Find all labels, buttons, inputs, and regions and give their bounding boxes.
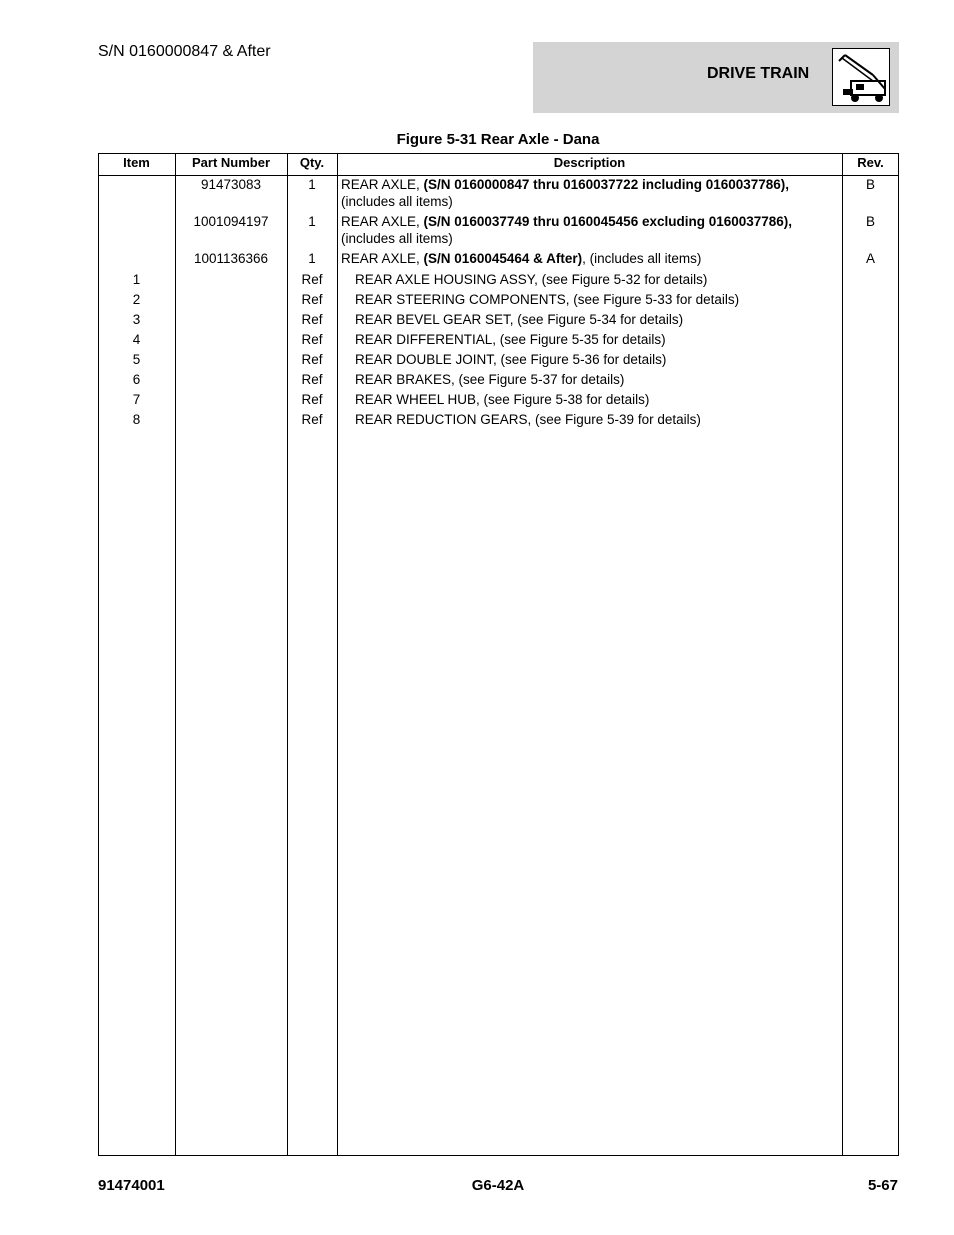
qty: 1 <box>308 177 316 192</box>
description-note: , (includes all items) <box>582 251 702 266</box>
item-number: 4 <box>132 332 141 347</box>
qty: Ref <box>301 352 323 367</box>
qty: 1 <box>308 214 316 229</box>
item-number: 3 <box>132 312 141 327</box>
qty: Ref <box>301 292 323 307</box>
serial-range-note: (S/N 0160000847 thru 0160037722 including 0160037786), <box>423 177 790 192</box>
footer-doc-number: 91474001 <box>98 1177 165 1194</box>
item-number: 8 <box>132 412 141 427</box>
description-note: (includes all items) <box>341 194 453 209</box>
description-text: REAR AXLE, <box>341 251 424 266</box>
header-description: Description <box>553 155 626 170</box>
header-part-number: Part Number <box>191 155 271 170</box>
description <box>341 176 839 210</box>
revision: B <box>865 214 875 229</box>
description: REAR DOUBLE JOINT, (see Figure 5-36 for details) <box>355 352 667 367</box>
item-number: 5 <box>132 352 141 367</box>
qty: Ref <box>301 312 323 327</box>
figure-title: Figure 5-31 Rear Axle - Dana <box>396 131 600 148</box>
header-rev: Rev. <box>857 155 884 170</box>
description <box>341 213 839 247</box>
description: REAR BRAKES, (see Figure 5-37 for details) <box>355 372 625 387</box>
qty: Ref <box>301 412 323 427</box>
description: REAR STEERING COMPONENTS, (see Figure 5-33 for details) <box>355 292 740 307</box>
description-text: REAR AXLE, <box>341 177 424 192</box>
column-divider <box>337 153 338 1156</box>
qty: Ref <box>301 392 323 407</box>
description: REAR DIFFERENTIAL, (see Figure 5-35 for details) <box>355 332 666 347</box>
section-title: DRIVE TRAIN <box>707 65 810 82</box>
item-number: 6 <box>132 372 141 387</box>
part-number: 1001094197 <box>193 214 269 229</box>
header-qty: Qty. <box>299 155 325 170</box>
item-number: 7 <box>132 392 141 407</box>
qty: Ref <box>301 372 323 387</box>
item-number: 1 <box>132 272 141 287</box>
description: REAR WHEEL HUB, (see Figure 5-38 for details) <box>355 392 650 407</box>
part-number: 1001136366 <box>193 251 269 266</box>
item-number: 2 <box>132 292 141 307</box>
description-text: REAR AXLE, <box>341 214 424 229</box>
revision: A <box>865 251 875 266</box>
scissor-lift-icon <box>832 48 890 106</box>
description: REAR AXLE HOUSING ASSY, (see Figure 5-32 for details) <box>355 272 708 287</box>
serial-range-note: (S/N 0160045464 & After) <box>423 251 583 266</box>
description: REAR REDUCTION GEARS, (see Figure 5-39 for details) <box>355 412 701 427</box>
footer-page-number: 5-67 <box>867 1177 898 1194</box>
serial-range: S/N 0160000847 & After <box>98 43 271 60</box>
header-item: Item <box>123 155 150 170</box>
revision: B <box>865 177 875 192</box>
footer-model: G6-42A <box>471 1177 525 1194</box>
serial-range-note: (S/N 0160037749 thru 0160045456 excluding 0160037786), <box>423 214 793 229</box>
qty: Ref <box>301 272 323 287</box>
description: REAR BEVEL GEAR SET, (see Figure 5-34 for details) <box>355 312 684 327</box>
column-divider <box>175 153 176 1156</box>
qty: Ref <box>301 332 323 347</box>
qty: 1 <box>308 251 316 266</box>
description <box>341 250 839 267</box>
part-number: 91473083 <box>200 177 262 192</box>
description-note: (includes all items) <box>341 231 453 246</box>
